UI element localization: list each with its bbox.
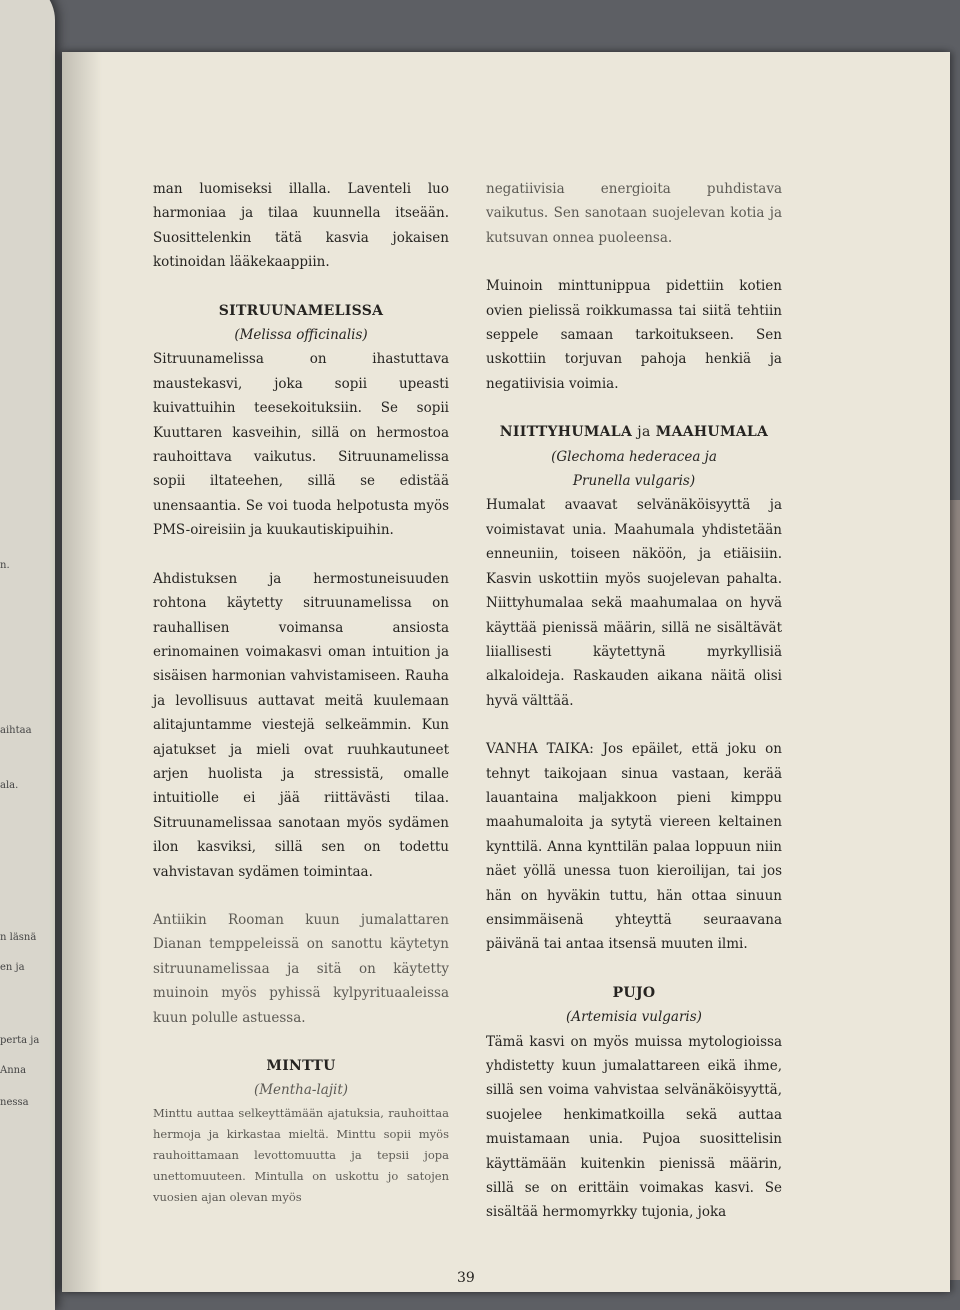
latin-name: (Glechoma hederacea ja	[551, 448, 717, 465]
left-text-column	[153, 177, 449, 1208]
old-spell-label: VANHA TAIKA:	[486, 741, 594, 758]
left-page-fragment: en ja	[0, 962, 25, 973]
title-conjunction: ja	[637, 424, 651, 441]
previous-page-edge	[0, 0, 55, 1310]
left-page-fragment: perta ja	[0, 1035, 40, 1046]
paragraph: Antiikin Rooman kuun jumalattaren Dianan temppeleissä on sanottu käytetyn sitruunamelissaa ja sitä on käytetty muinoin myös pyhissä kylpyrituaaleissa kuun polulle astuessa.	[153, 911, 449, 1026]
latin-name: (Mentha-lajit)	[253, 1082, 349, 1099]
section-title-minttu: MINTTU	[266, 1058, 336, 1074]
intro-paragraph: man luomiseksi illalla. Laventeli luo harmoniaa ja tilaa kuunnella itseään. Suosittelenkin tätä kasvia jokaisen kotinoidan lääkekaappiin.	[153, 181, 449, 271]
right-text-column	[486, 177, 782, 1225]
section-title-sitruunamelissa: SITRUUNAMELISSA	[218, 302, 384, 319]
old-spell-text: Jos epäilet, että joku on tehnyt taikojaan sinua vastaan, kerää lauantaina maljakkoon pieni kimppu maahumaloita ja sytytä viereen keltainen kynttilä. Anna kynttilän palaa loppuun niin näet yöllä unessa tuon kieroilijan, tai jos hän on hyväkin tuttu, hän ottaa sinuun ensimmäisenä yhteyttä seuraavana päivänä tai antaa itsensä muuten ilmi.	[486, 741, 782, 953]
paragraph: Ahdistuksen ja hermostuneisuuden rohtona käytetty sitruunamelissa on rauhallisen voimansa ansiosta erinomainen voimakasvi oman intuition ja sisäisen harmonian vahvistamiseen. Rauha ja levollisuus auttavat meitä kuulemaan alitajuntamme viestejä selkeämmin. Kun ajatukset ja mieli ovat ruuhkautuneet arjen huolista ja stressistä, omalle intuitiolle ei jää riittävästi tilaa. Sitruunamelissaa sanotaan myös sydämen ilon kasviksi, sillä sen on todettu vahvistavan sydämen toimintaa.	[153, 570, 449, 880]
book-page	[62, 52, 950, 1292]
latin-name: Prunella vulgaris)	[572, 473, 696, 490]
paragraph: Tämä kasvi on myös muissa mytologioissa yhdistetty kuun jumalattareen eikä ihme, sillä sen voima vahvistaa selvänäköisyyttä, suojelee henkimatkoilla sekä auttaa muistamaan unia. Pujoa suosittelisin käyttämään kuitenkin pienissä määrin, sillä se on erittäin voimakas kasvi. Se sisältää hermomyrkky tujonia, joka	[486, 1033, 782, 1221]
title-part: MAAHUMALA	[655, 424, 769, 441]
section-title-pujo: PUJO	[612, 984, 656, 1001]
paragraph: negatiivisia energioita puhdistava vaikutus. Sen sanotaan suojelevan kotia ja kutsuvan onnea puoleensa.	[486, 181, 782, 246]
title-part: NIITTYHUMALA	[499, 424, 633, 441]
latin-name: (Artemisia vulgaris)	[566, 1009, 702, 1026]
paragraph: Humalat avaavat selvänäköisyyttä ja voimistavat unia. Maahumala yhdistetään enneuniin, toiseen näköön, ja etiäisiin. Kasvin uskottiin myös suojelevan pahalta. Niittyhumalaa sekä maahumalaa on hyvä käyttää pienissä määrin, sillä ne sisältävät liiallisesti käytettynä myrkyllisiä alkaloideja. Raskauden aikana näitä olisi hyvä välttää.	[486, 497, 782, 709]
page-number: 39	[457, 1270, 475, 1286]
paragraph: Sitruunamelissa on ihastuttava maustekasvi, joka sopii upeasti kuivattuihin teesekoituksiin. Se sopii Kuuttaren kasveihin, sillä on hermostoa rauhoittava vaikutus. Sitruunamelissa sopii iltateehen, sillä se edistää unensaantia. Se voi tuoda helpotusta myös PMS-oireisiin ja kuukautiskipuihin.	[153, 351, 449, 539]
left-page-fragment: ala.	[0, 780, 19, 791]
latin-name: (Melissa officinalis)	[234, 327, 368, 344]
left-page-fragment: Anna	[0, 1065, 27, 1076]
old-spell-paragraph	[486, 737, 782, 957]
paragraph: Minttu auttaa selkeyttämään ajatuksia, rauhoittaa hermoja ja kirkastaa mieltä. Minttu sopii myös rauhoittamaan levottomuutta ja tepsii jopa unettomuuteen. Mintulla on uskottu jo satojen vuosien ajan olevan myös	[153, 1105, 449, 1204]
left-page-fragment: n.	[0, 560, 10, 571]
left-page-fragment: nessa	[0, 1097, 29, 1108]
paragraph: Muinoin minttunippua pidettiin kotien ovien pielissä roikkumassa tai siitä tehtiin seppele samaan tarkoitukseen. Sen uskottiin torjuvan pahoja henkiä ja negatiivisia voimia.	[486, 278, 782, 392]
left-page-fragment: aihtaa	[0, 725, 32, 736]
section-title-humala	[486, 420, 782, 444]
page-gutter-shadow	[62, 52, 102, 1292]
left-page-fragment: n läsnä	[0, 932, 37, 943]
